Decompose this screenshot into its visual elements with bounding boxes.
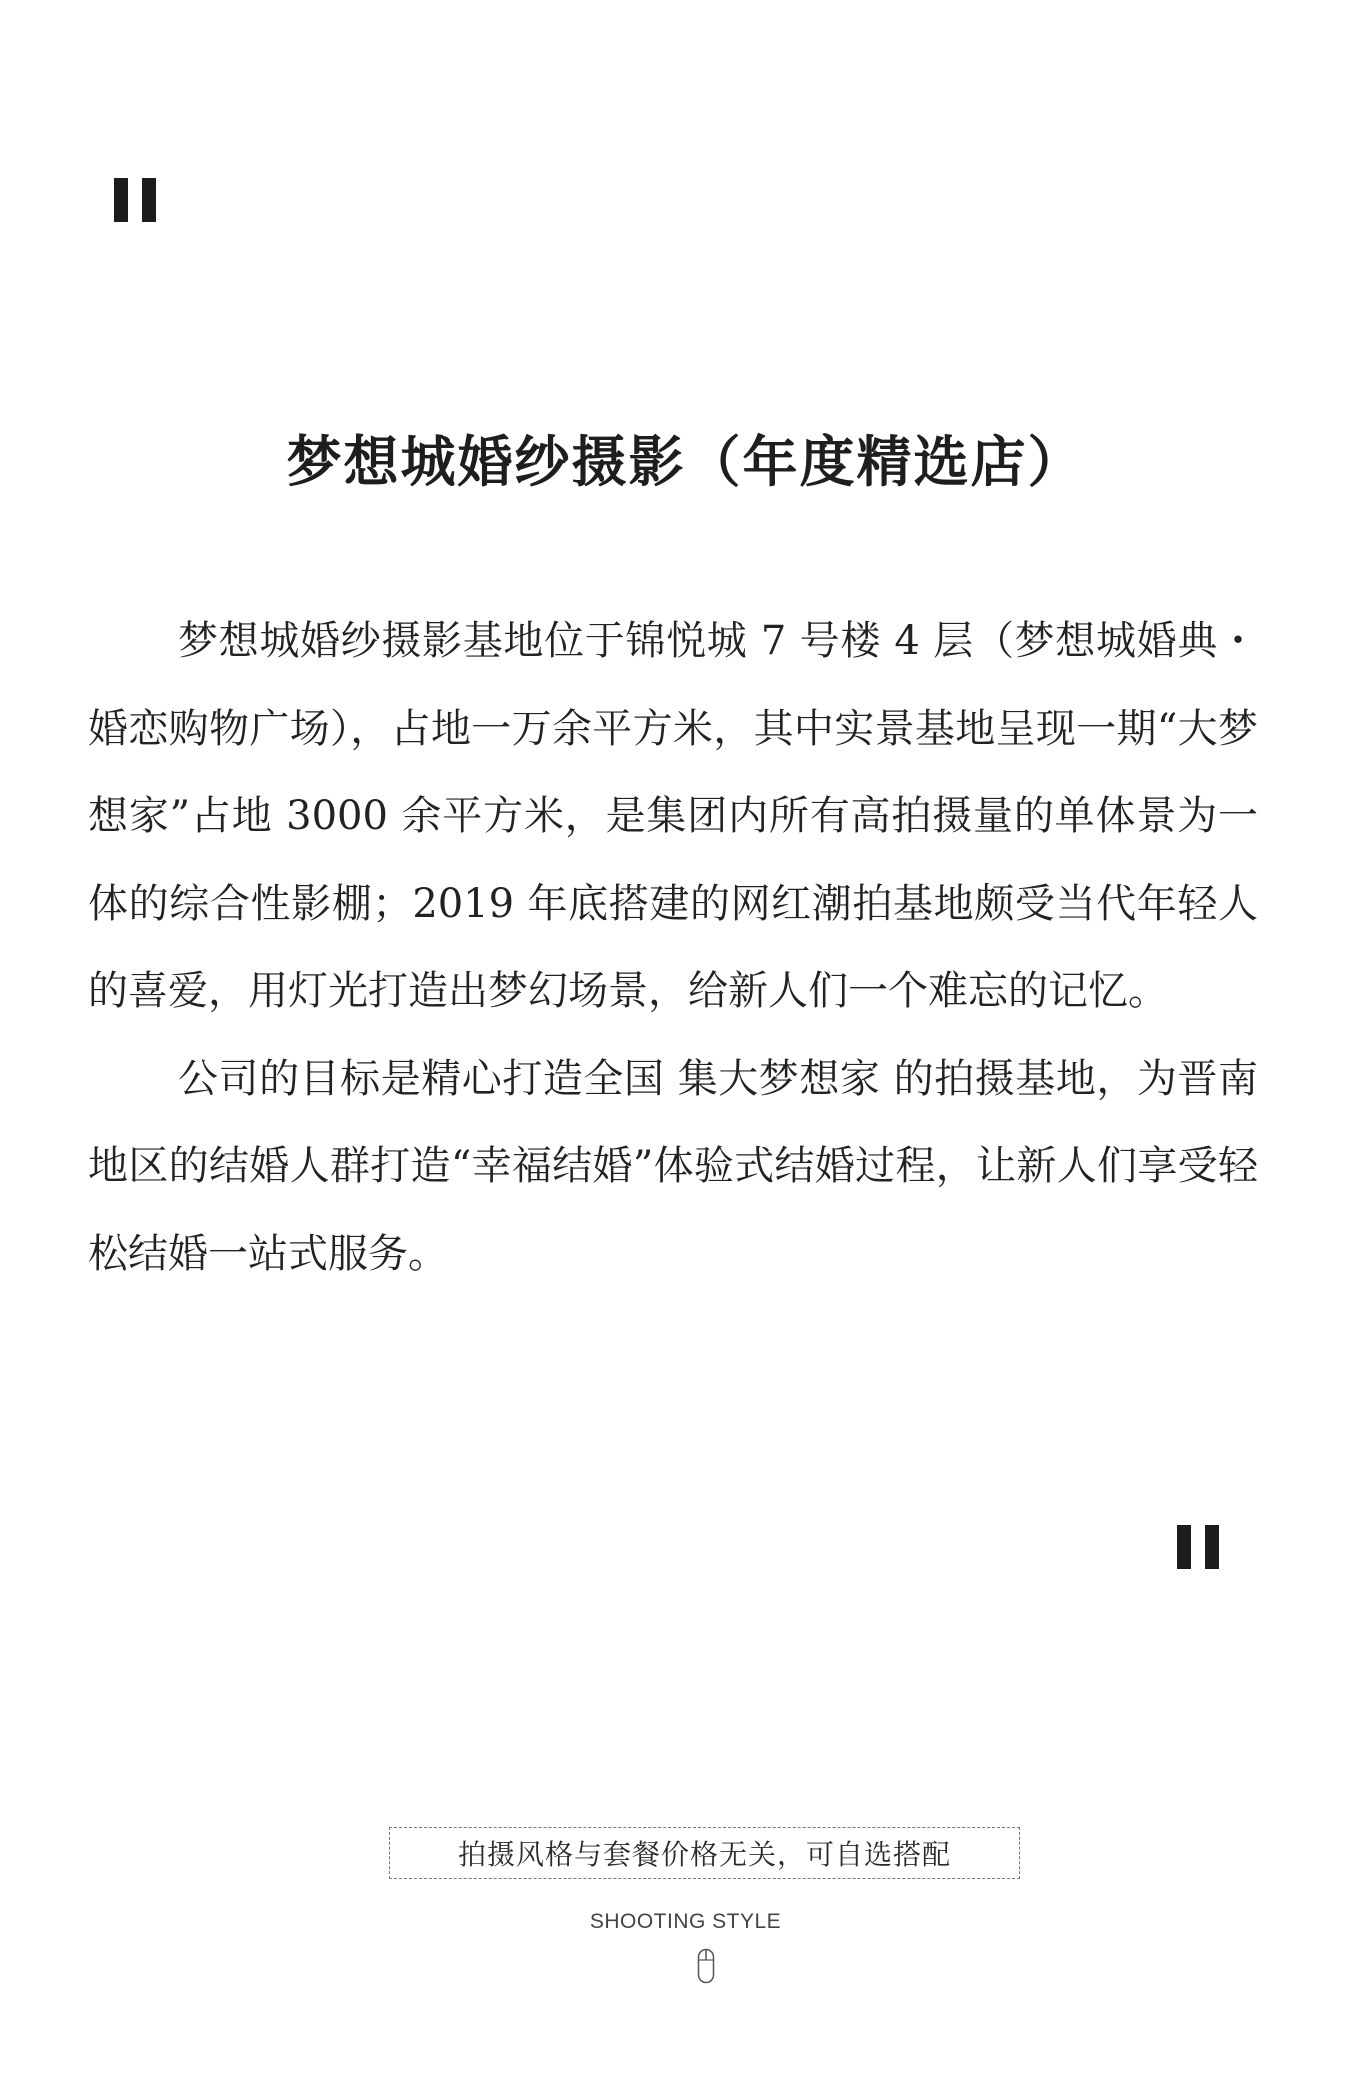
open-quote-icon <box>112 178 160 226</box>
page-title: 梦想城婚纱摄影（年度精选店） <box>286 430 1085 494</box>
section-subtitle: SHOOTING STYLE <box>589 1910 782 1933</box>
tagline-box <box>389 1827 1020 1879</box>
article-body <box>88 598 1258 1298</box>
close-quote-icon <box>1175 1525 1223 1573</box>
tagline-text: 拍摄风格与套餐价格无关，可自选搭配 <box>457 1838 951 1871</box>
paragraph: 公司的目标是精心打造全国 集大梦想家 的拍摄基地，为晋南地区的结婚人群打造“幸福结婚”体验式结婚过程，让新人们享受轻松结婚一站式服务。 <box>88 1055 1258 1277</box>
mouse-scroll-icon <box>697 1948 715 1984</box>
paragraph: 梦想城婚纱摄影基地位于锦悦城 7 号楼 4 层（梦想城婚典・婚恋购物广场），占地一万余平方米，其中实景基地呈现一期“大梦想家”占地 3000 余平方米，是集团内所有高拍摄量的单体景为一体的综合性影棚；2019 年底搭建的网红潮拍基地颇受当代年轻人的喜爱，用灯光打造出梦幻场景，给新人们一个难忘的记忆。 <box>88 618 1258 1014</box>
